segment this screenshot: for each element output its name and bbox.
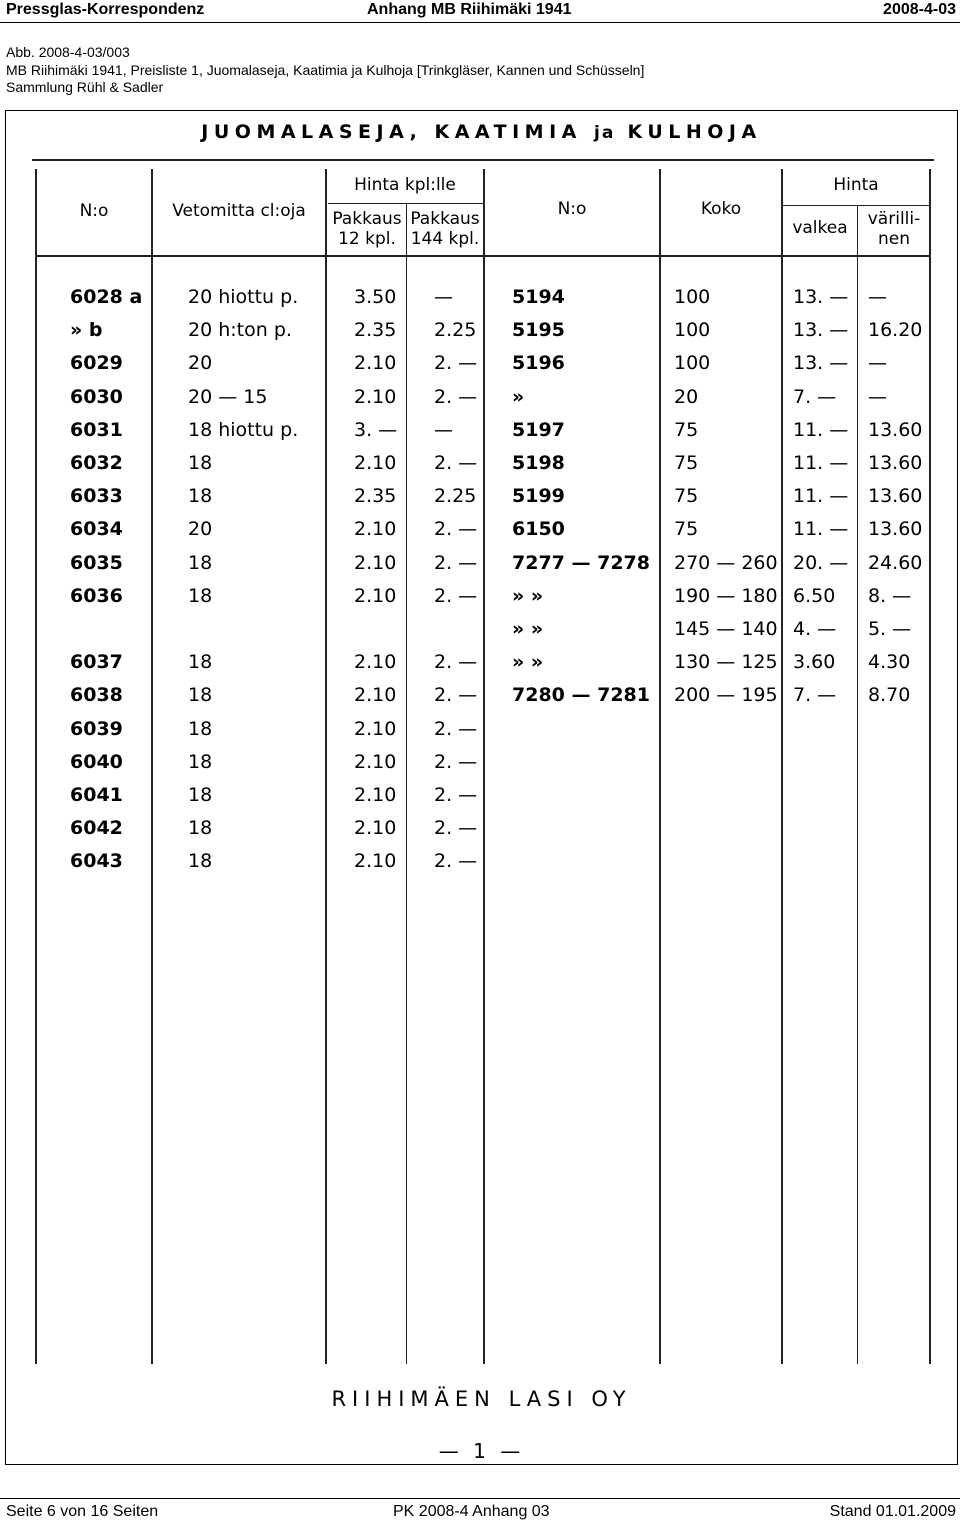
left-cell-pack144: 2. — [434, 651, 478, 674]
right-cell-size: 75 [674, 518, 699, 541]
left-cell-pack12: 2.10 [354, 750, 397, 773]
right-cell-price-colored: — [868, 385, 887, 408]
col-header-pack144: Pakkaus 144 kpl. [410, 209, 480, 249]
right-cell-no-right: 7277 — 7278 [512, 551, 650, 574]
left-cell-no: 6032 [70, 452, 123, 474]
column-rule [483, 169, 485, 1364]
right-cell-price-colored: 24.60 [868, 551, 923, 574]
left-cell-capacity: 18 [188, 584, 213, 607]
right-cell-price-clear: 11. — [793, 418, 849, 441]
right-cell-size: 75 [674, 485, 699, 508]
scanned-price-list [5, 110, 958, 1465]
right-cell-no-right: 6150 [512, 518, 565, 541]
right-cell-price-colored: 5. — [868, 618, 912, 640]
left-cell-pack144: 2. — [434, 584, 478, 607]
header-journal: Pressglas-Korrespondenz [6, 1, 205, 18]
caption-collection: Sammlung Rühl & Sadler [6, 79, 164, 95]
right-cell-no-right: 5195 [512, 319, 565, 342]
price-list-title: JUOMALASEJA, KAATIMIA ja KULHOJA [201, 121, 762, 143]
left-cell-pack12: 2.10 [354, 684, 397, 707]
left-cell-pack12: 2.10 [354, 784, 397, 806]
left-cell-pack144: 2. — [434, 518, 478, 541]
column-rule [151, 169, 153, 1364]
left-cell-no: 6034 [70, 518, 123, 541]
right-cell-size: 190 — 180 [674, 584, 778, 607]
footer-issue: PK 2008-4 Anhang 03 [393, 1503, 550, 1520]
left-cell-capacity: 20 h:ton p. [188, 319, 292, 342]
right-cell-no-right: » » [512, 618, 544, 640]
left-cell-pack12: 2.35 [354, 485, 397, 508]
left-cell-no: » b [70, 319, 103, 342]
left-cell-capacity: 18 [188, 684, 213, 707]
right-cell-price-colored: 16.20 [868, 319, 923, 342]
left-cell-no: 6037 [70, 651, 123, 674]
left-cell-no: 6038 [70, 684, 123, 707]
right-cell-size: 100 [674, 286, 711, 308]
right-cell-price-clear: 7. — [793, 684, 837, 707]
caption-description: MB Riihimäki 1941, Preisliste 1, Juomalaseja, Kaatimia ja Kulhoja [Trinkgläser, Kannen und Schüsseln] [6, 61, 645, 78]
left-cell-pack12: 2.10 [354, 817, 397, 840]
right-cell-price-colored: 13.60 [868, 518, 923, 541]
header-date: 2008-4-03 [883, 1, 956, 18]
col-header-clear: valkea [792, 218, 848, 238]
column-rule [659, 169, 661, 1364]
right-cell-no-right: 5197 [512, 418, 565, 441]
footer-stand: Stand 01.01.2009 [829, 1503, 956, 1520]
left-cell-pack12: 3. — [354, 418, 398, 441]
left-cell-no: 6041 [70, 784, 123, 806]
left-cell-pack144: 2. — [434, 352, 478, 375]
left-cell-no: 6036 [70, 584, 123, 607]
left-cell-pack144: 2. — [434, 717, 478, 740]
left-cell-capacity: 20 — 15 [188, 385, 268, 408]
right-cell-size: 100 [674, 352, 711, 375]
right-cell-size: 130 — 125 [674, 651, 778, 674]
left-cell-capacity: 18 hiottu p. [188, 418, 299, 441]
left-cell-pack12: 2.10 [354, 551, 397, 574]
left-cell-capacity: 18 [188, 452, 213, 474]
left-cell-pack144: 2. — [434, 817, 478, 840]
column-rule [929, 169, 931, 1364]
page-mark: — 1 — [438, 1439, 525, 1463]
right-cell-price-colored: 8.70 [868, 684, 911, 707]
header-section: Anhang MB Riihimäki 1941 [367, 1, 572, 18]
col-header-no: N:o [79, 201, 109, 221]
left-cell-no: 6039 [70, 717, 123, 740]
right-cell-no-right: » [512, 385, 525, 408]
col-header-price-right: Hinta [833, 175, 879, 195]
left-cell-pack12: 2.35 [354, 319, 397, 342]
left-cell-no: 6035 [70, 551, 123, 574]
left-cell-pack12: 2.10 [354, 452, 397, 474]
right-cell-price-clear: 20. — [793, 551, 849, 574]
right-cell-price-clear: 11. — [793, 518, 849, 541]
left-cell-no: 6042 [70, 817, 123, 840]
page-footer [0, 1498, 960, 1526]
left-cell-pack144: 2. — [434, 551, 478, 574]
right-cell-price-clear: 11. — [793, 452, 849, 474]
left-cell-capacity: 18 [188, 717, 213, 740]
left-cell-pack144: 2.25 [434, 319, 477, 342]
column-rule [325, 169, 327, 1364]
left-cell-pack144: 2. — [434, 452, 478, 474]
left-cell-capacity: 18 [188, 817, 213, 840]
caption-figure-id: Abb. 2008-4-03/003 [6, 44, 130, 60]
left-cell-no: 6031 [70, 418, 123, 441]
figure-caption [6, 44, 644, 97]
column-rule [35, 169, 37, 1364]
right-cell-no-right: » » [512, 584, 544, 607]
left-cell-pack144: 2. — [434, 850, 478, 873]
col-header-capacity: Vetomitta cl:oja [172, 201, 306, 221]
left-cell-no: 6030 [70, 385, 123, 408]
footer-pages: Seite 6 von 16 Seiten [6, 1503, 159, 1520]
right-cell-size: 75 [674, 452, 699, 474]
left-cell-capacity: 18 [188, 784, 213, 806]
left-cell-pack12: 2.10 [354, 385, 397, 408]
right-cell-price-colored: — [868, 286, 887, 308]
right-cell-size: 75 [674, 418, 699, 441]
left-cell-capacity: 18 [188, 651, 213, 674]
left-cell-no: 6029 [70, 352, 123, 375]
left-cell-no: 6033 [70, 485, 123, 508]
left-cell-capacity: 18 [188, 850, 213, 873]
left-cell-pack12: 2.10 [354, 717, 397, 740]
right-cell-size: 270 — 260 [674, 551, 778, 574]
right-cell-price-clear: 13. — [793, 352, 849, 375]
left-cell-capacity: 20 hiottu p. [188, 286, 299, 308]
right-cell-price-colored: 8. — [868, 584, 912, 607]
company-name: RIIHIMÄEN LASI OY [331, 1387, 632, 1411]
left-cell-capacity: 18 [188, 750, 213, 773]
column-rule [406, 203, 407, 1364]
left-cell-pack12: 2.10 [354, 651, 397, 674]
right-cell-price-clear: 13. — [793, 319, 849, 342]
right-cell-price-clear: 11. — [793, 485, 849, 508]
left-cell-pack144: — [434, 286, 453, 308]
left-cell-capacity: 18 [188, 485, 213, 508]
left-cell-capacity: 20 [188, 352, 213, 375]
right-cell-price-colored: 4.30 [868, 651, 911, 674]
right-cell-no-right: 5194 [512, 286, 565, 308]
right-cell-price-clear: 7. — [793, 385, 837, 408]
right-cell-size: 20 [674, 385, 699, 408]
col-header-size: Koko [700, 199, 742, 219]
left-cell-no: 6043 [70, 850, 123, 873]
left-cell-no: 6040 [70, 750, 123, 773]
right-cell-price-clear: 4. — [793, 618, 837, 640]
right-cell-price-clear: 13. — [793, 286, 849, 308]
column-rule [781, 169, 783, 1364]
right-cell-price-clear: 3.60 [793, 651, 836, 674]
col-header-colored: värilli- nen [867, 209, 921, 249]
column-rule [857, 205, 858, 1364]
col-header-no-right: N:o [557, 199, 587, 219]
left-cell-pack12: 2.10 [354, 850, 397, 873]
right-cell-price-colored: — [868, 352, 887, 375]
right-cell-no-right: 5196 [512, 352, 565, 375]
top-rule [32, 159, 934, 161]
left-cell-no: 6028 a [70, 286, 143, 308]
left-cell-pack12: 3.50 [354, 286, 397, 308]
right-cell-price-clear: 6.50 [793, 584, 836, 607]
left-cell-capacity: 20 [188, 518, 213, 541]
page-header [0, 0, 960, 23]
left-cell-pack144: — [434, 418, 453, 441]
left-cell-capacity: 18 [188, 551, 213, 574]
right-cell-price-colored: 13.60 [868, 418, 923, 441]
left-cell-pack144: 2.25 [434, 485, 477, 508]
left-cell-pack12: 2.10 [354, 584, 397, 607]
right-cell-size: 100 [674, 319, 711, 342]
right-cell-size: 145 — 140 [674, 618, 778, 640]
right-cell-no-right: 7280 — 7281 [512, 684, 650, 707]
col-header-price: Hinta kpl:lle [354, 175, 456, 195]
right-cell-no-right: 5198 [512, 452, 565, 474]
left-cell-pack144: 2. — [434, 684, 478, 707]
right-cell-no-right: 5199 [512, 485, 565, 508]
left-cell-pack12: 2.10 [354, 352, 397, 375]
col-header-pack12: Pakkaus 12 kpl. [332, 209, 402, 249]
right-cell-no-right: » » [512, 651, 544, 674]
right-cell-price-colored: 13.60 [868, 452, 923, 474]
left-cell-pack12: 2.10 [354, 518, 397, 541]
left-cell-pack144: 2. — [434, 784, 478, 806]
left-cell-pack144: 2. — [434, 750, 478, 773]
left-cell-pack144: 2. — [434, 385, 478, 408]
right-cell-price-colored: 13.60 [868, 485, 923, 508]
right-cell-size: 200 — 195 [674, 684, 778, 707]
